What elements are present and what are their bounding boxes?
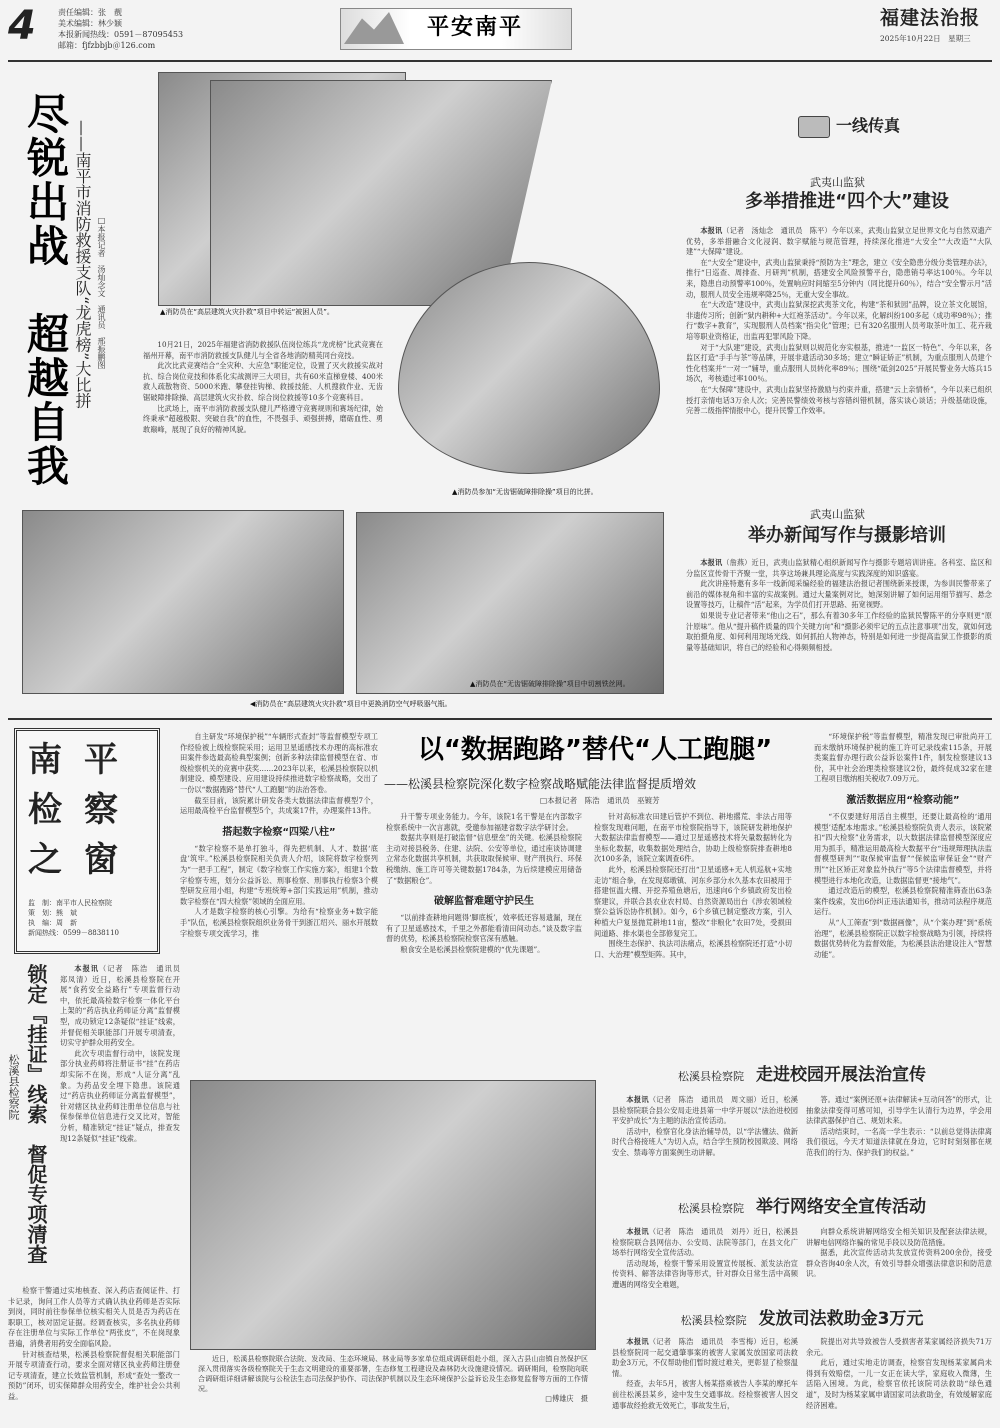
main-paragraph: 此外，松溪县检察院还打出“卫星遥感+无人机巡航+实地走访”组合拳，在发现郑墩镇、河东乡部分水久基本农田被用于搭建恒温大棚、开挖养殖鱼塘后，迅速向6个乡镇政府发出检察建议，并联合县农业农村局、自然资源局出台《涉农领域检察公益诉讼协作机制》。如今，6个乡镇已制定整改方案，引入种植大户复垦抛荒耕地11亩，整改“非粮化”农田7处，受损田间道路、排水渠也全部修复完工。	[594, 864, 792, 938]
box-credit: 监 制：南平市人民检察院	[28, 899, 112, 907]
main-paragraph: “不仅要建好用活自主模型，还要让最高检的‘通用模型’适配本地需求。”松溪县检察院负责人表示，该院紧扣“四大检察”业务需求，以大数据法律监督模型深度应用为抓手，精准运用最高检大数据平台“违规辩理执法监督模型研判”“取保候审监督”“保候监审保证金”“财产刑”“社区矫正对象监外执行”等5个法律监督模型，并将模型进行本地化改造，让数据监督更“接地气”。	[814, 811, 992, 885]
main-paragraph: 针对高标准农田建后管护不到位、耕地撂荒、非法占用等检察发现难问题，在南平市检察院指导下，该院研发耕地保护大数据法律监督模型——通过卫星遥感技术将矢量数据转化为坐标化数据，收集数据处理结合，协助上级检察院排查耕地8次100多条，该院立案调查6件。	[594, 812, 792, 864]
box-title-char: 检	[28, 790, 62, 830]
main-paragraph: 人才是数字检察的核心引擎。为给有“检察业务+数字能手”队伍，松溪县检察院组织业务骨干到浙江绍兴、丽水开展数字检察专项交流学习，推	[180, 907, 378, 938]
box-credits	[28, 898, 119, 938]
news-hotline: 本报新闻热线：0591－87095453	[58, 30, 184, 39]
express-lead: 本报讯	[700, 226, 723, 235]
article-paragraph: 此后，通过实地走访调查，检察官发现杨某家属尚未得到有效赔偿，一儿一女正在读大学，家庭收入微薄，生活陷入困境。为此，检察官依托该院司法救助“绿色通道”，及时为杨某家属申请国家司法救助金，有效缓解家庭经济困难。	[806, 1358, 992, 1410]
express-kicker-2: 武夷山监狱	[810, 508, 865, 521]
express-title-2: 举办新闻写作与摄影培训	[748, 525, 946, 546]
main-byline: □本报记者 陈浩 通讯员 巫镀芳	[540, 796, 660, 805]
left-story-text-lower	[8, 1286, 180, 1403]
section-divider	[8, 718, 992, 720]
express-paragraph: 在“大保障”建设中，武夷山监狱坚持激励与约束并重，搭建“云上亲情桥”，今年以来已组织授打亲情电话3万余人次；完善民警绩效考核与容错纠错机制，落实谈心谈话；升级基础设施，完善二级指挥情报中心，提升民警工作效率。	[686, 384, 992, 416]
express-fax-icon	[798, 116, 830, 138]
article-paragraph: 本报讯（记者 陈浩 通讯员 李雪梅）近日，松溪县检察院同一起交通肇事案的被害人家属发放国家司法救助金3万元，不仅帮助他们暂时渡过难关，更彰显了检察温情。	[612, 1337, 798, 1378]
feature-caption-1: ▲消防员在“高层建筑火灾扑救”项目中转运“被困人员”。	[160, 308, 334, 316]
main-subhead: 激活数据应用“检察动能”	[846, 794, 960, 806]
express-paragraph: 对于“大队建”建设，武夷山监狱则以规范化夯实根基，推进“一监区一特色”、今年以来，各监区打造“手手与茶”等品牌，开展非遗活动30多场；建立“瞬证矫正”机制，为重点服刑人员建个性化档案并“一对一”辅导，重点服刑人员转化率89％；围绕“砥剑2025”开展民警业务大练兵15场次，考核通过率100％。	[686, 342, 992, 384]
left-story-kicker: 松溪县检察院	[7, 1054, 20, 1120]
main-col-4	[814, 732, 992, 960]
article-paragraph: 活动结束时，一名高一学生表示：“以前总觉得法律离我们很远，今天才知道法律就在身边，它时时刻刻都在规范我们的行为、保护我们的权益。”	[806, 1126, 992, 1157]
left-story-paragraph: 此次专项监督行动中，该院发现部分执业药师将注册证书“挂”在药店却实际不在岗，形成“人证分离”乱象。为药品安全埋下隐患。该院通过“药店执业药师证分离监督模型”，针对辖区执业药师注册单位信息与社保参保单位信息进行交叉比对，智能分析，精准锁定“挂证”疑点，排查发现12条疑似“挂证”线索。	[60, 1048, 180, 1143]
section-title: 平安南平	[426, 15, 523, 40]
main-paragraph: 围绕生态保护、执法司法痛点，松溪县检察院还打造“小切口、大治理”模型矩阵。其中，	[594, 939, 792, 959]
feature-photo-wire	[356, 512, 664, 694]
photo-caption	[198, 1354, 588, 1405]
feature-caption-3: ◀消防员在“高层建筑火灾扑救”项目中更换消防空气呼吸器气瓶。	[250, 700, 452, 708]
article-paragraph: 据悉，此次宣传活动共发放宣传资料200余份，接受群众咨询40余人次，有效引导群众增强法律意识和防范意识。	[806, 1248, 992, 1279]
main-paragraph: 截至目前，该院累计研发各类大数据法律监督模型7个，运用最高检平台监督模型5个，共成案17件，办理案件13件。	[180, 795, 378, 816]
page-number: 4	[8, 3, 36, 49]
feature-caption-4: ▲消防员在“无齿锯破障排除操”项目中切割铁丝网。	[470, 680, 630, 688]
box-title-char: 察	[84, 790, 118, 830]
left-story-text	[60, 964, 188, 1144]
editor-credit: 责任编辑：张 靓	[58, 8, 122, 17]
article-kicker: 松溪县检察院	[680, 1314, 747, 1327]
article-title: 举行网络安全宣传活动	[756, 1197, 926, 1217]
article-paragraph: 院提出对共导致被告人受损害者某家属经济损失71万余元。	[806, 1337, 992, 1357]
feature-paragraph: 10月21日，2025年福建省消防救援队伍岗位练兵“龙虎榜”比武竞赛在福州开幕，南平市消防救援支队健儿与全省各地消防精英同台竞技。	[143, 340, 383, 360]
article-network	[612, 1192, 992, 1291]
issue-date: 2025年10月22日 星期三	[880, 34, 971, 43]
art-editor-credit: 美术编辑：林少颖	[58, 19, 122, 28]
left-story-paragraph: 针对核查结果，松溪县检察院督促相关职能部门开展专项清查行动，要求全面对辖区执业药师注册登记专项清查，建立长效监管机制，形成“查处一整改一预防”闭环，切实保障群众用药安全，维护社会公共利益。	[8, 1349, 180, 1401]
left-story-paragraph: 检察干警通过实地核查、深入药店查阅证件、打卡记录，询问工作人员等方式确认执业药师是否实际到岗，同时前往参保单位核实相关人员是否为药店在职职工，核对固定证据。经调查核实，多名执业药师存在注册单位与实际工作单位“两张皮”，不在岗现象普遍，消费者用药安全面临风险。	[8, 1286, 180, 1348]
masthead-info	[58, 7, 183, 51]
feature-headline: 尽锐出战 超越自我	[21, 92, 70, 488]
article-paragraph: 活动中，检察官化身法治辅导员，以“学法懂法、做新时代合格接班人”为切入点，结合学生预防校园欺凌、网络安全、禁毒等方面案例生动讲解。	[612, 1126, 798, 1157]
left-story-title: 锁定『挂证』线索 督促专项清查	[24, 964, 48, 1264]
main-paragraph: “以前排查耕地问题得‘脚底板’，效率低还容易遗漏，现在有了卫星遥感技术，千里之外都能看清田间动态。”谈及数字监督的优势，松溪县检察院检察官深有感触。	[386, 913, 582, 944]
investigation-photo	[190, 1080, 596, 1350]
article-paragraph: 本报讯（记者 陈浩 通讯员 周文丽）近日，松溪县检察院联合县公安局走进县第一中学开展以“法治进校园 平安护成长”为主题的法治宣传活动。	[612, 1095, 806, 1126]
article-kicker: 松溪县检察院	[678, 1070, 744, 1083]
article-relief	[612, 1304, 992, 1427]
express-paragraph: 本报讯（记者 汤灿念 通讯员 陈平）今年以来，武夷山监狱立足世界文化与自然双遗产优势，多举措融合文化浸润、数字赋能与规范管理，持续深化推进“大安全”“大改造”“大队建”“大保障”建设。	[686, 226, 992, 257]
main-paragraph: 从“人工筛查”到“数据画像”，从“个案办理”到“系统治理”，松溪县检察院正以数字检察战略为引领，持续将数据优势转化为监督效能，为松溪县法治建设注入“智慧动能”。	[814, 917, 992, 959]
box-title-char: 南	[28, 740, 62, 780]
main-headline: 以“数据跑路”替代“人工跑腿”	[417, 735, 773, 765]
express-text-2	[686, 558, 992, 653]
box-title-char: 窗	[84, 840, 118, 880]
main-paragraph: 数据共享则是打破监督“信息壁垒”的关键。松溪县检察院主动对接县税务、住建、法院、公安等单位，通过座谈协调建立常态化数据共享机制，共获取取保候审、财产刑执行、环保税缴纳、施工许可等关键数据1784条，为后续建模应用储备了“数据粮仓”。	[386, 833, 582, 885]
express-kicker-1: 武夷山监狱	[810, 176, 865, 189]
main-paragraph: “环境保护税”等监督模型，精准发现已审批尚开工而未缴纳环境保护税的施工许可记录线索115条，开展类案监督办理行政公益诉讼案件1件，制发检察建议13份，其中社会治理类检察建议2份，最终促成32家在建工程项目缴纳相关税收7.09万元。	[814, 732, 992, 784]
box-credit: 新闻热线：0599－8838110	[28, 929, 119, 937]
express-title-1: 多举措推进“四个大”建设	[745, 191, 949, 212]
express-paragraph: 在“大改造”建设中，武夷山监狱深挖武夷茶文化，构建“茶和狱园”品牌，设立茶文化展馆，非遗传习所；创新“狱内耕种+大红袍茶活动”。今年以来，化解纠纷100多起（成功率98％）；推行“数字+教育”，实现服刑人员档案“指尖化”管理；已有320名服刑人员考取茶叶加工、花卉栽培等职业资格证，出监再犯罪风险下降。	[686, 300, 992, 341]
main-subtitle: ——松溪县检察院深化数字检察战略赋能法律监督提质增效	[384, 777, 697, 791]
article-paragraph: 答。通过“案例还原+法律解读+互动问答”的形式，让抽象法律变得可感可知，引导学生认清行为边界，学会用法律武器保护自己、规划未来。	[806, 1095, 992, 1126]
feature-byline: □本报记者 汤灿念文 通讯员 邢振鹏图	[97, 216, 106, 369]
photo-credit: □傅雄庆 摄	[545, 1394, 588, 1403]
feature-paragraph: 此次比武竞赛结合“全灾种、大应急”职能定位，设置了灭火救援实战对抗、综合岗位竞技和体系化实战测评三大项目，共有60米直梯登楼、400米救人疏散物资、5000米跑、攀登挂钩梯、救援技能、人机搜救作业、无齿锯破障排除操、高层建筑火灾扑救、综合岗位救援等10多个竞赛科目。	[143, 361, 383, 402]
express-paragraph: 本报讯（詹燕）近日，武夷山监狱精心组织新闻写作与摄影专题培训讲座。各科室、监区和分监区宣传骨干齐聚一堂，共享这场兼具理论高度与实践深度的知识盛宴。	[686, 558, 992, 578]
main-col-2	[386, 812, 582, 956]
express-paragraph: 此次讲座特邀有多年一线新闻采编经验的福建法治报记者围绕新来授课，为参训民警带来了前沿的媒体视角和丰富的实战案例。通过大量案例对比，她深刻讲解了如何运用细节描写、悬念设置等技巧，让稿件“活”起来，为学员们打开思路、拓宽视野。	[686, 579, 992, 610]
masthead-rule	[8, 60, 992, 62]
left-story-paragraph: 本报讯（记者 陈浩 通讯员 郑凤清）近日，松溪县检察院在开展“食药安全益路行”专项监督行动中，依托最高检数字检察一体化平台上架的“药店执业药师证分离”监督模型，成功锁定12条疑似“挂证”线索，并督促相关职能部门开展专项清查，切实守护群众用药安全。	[60, 964, 188, 1048]
photo-caption-text: 近日，松溪县检察院联合法院、发改局、生态环境局、林业局等多家单位组成调研组赴小组，深入古县山亩镇自然保护区深入贯彻落实各级检察院关于生态文明建设的重要部署，生态修复工程建设及森林防火设施建设情况。调研期间，检察院向联合调研组详细讲解该院与公检法生态司法保护协作、司法保护机制以及生态环境保护公益诉讼及生态修复监督等方面的工作情况。	[198, 1355, 588, 1393]
paper-logo: 福建法治报	[880, 7, 981, 29]
main-paragraph: 粮食安全是松溪县检察院建模的“优先课题”。	[400, 944, 545, 954]
feature-photo-cylinder	[22, 510, 344, 694]
main-paragraph: 升干警专项业务能力。今年，该院1名干警是在内部数字检察系统中一次言惠就，受邀参加福建省数字法学研讨会。	[386, 812, 582, 832]
main-paragraph: 自主研发“环境保护税”“车辆形式查封”等监督模型专项工作经验被上级检察院采用；运用卫星遥感技术办理的高标准农田案件参选最高检典型案例；创新多种法律监督模型在省、市级检察机关的竞赛中获奖……2023年以来，松溪县检察院以机制建设、模型建设、应用建设持续推进数字检察战略，交出了一份以“数据跑路”替代“人工跑腿”的法治答卷。	[180, 732, 378, 794]
article-paragraph: 本报讯（记者 陈浩 通讯员 刘丹）近日，松溪县检察院联合县网信办、公安局、法院等部门，在县文化广场举行网络安全宣传活动。	[612, 1227, 798, 1258]
feature-paragraph: 比武场上，南平市消防救援支队健儿严格遵守竞赛规则和赛场纪律，始终秉承“超越极限、突破自我”的血性，不畏强手、顽强拼搏，磨砺血性、勇敢巅峰，展现了良好的精神风貌。	[143, 403, 383, 434]
article-paragraph: 向群众系统讲解网络安全相关知识及配套法律法规，讲解电信网络诈骗的常见手段以及防范措施。	[806, 1227, 992, 1247]
article-paragraph: 活动现场，检察干警采用设置宣传展板、派发法治宣传资料、解答法律咨询等形式，针对群众日常生活中高频遭遇的网络安全难题，	[612, 1258, 798, 1289]
box-title-char: 平	[84, 740, 118, 780]
main-paragraph: “数字检察不是单打独斗，得先把机制、人才、数据‘底盘’筑牢。”松溪县检察院相关负责人介绍，该院将数字检察列为“一把手工程”，制定《数字检察工作实施方案》，组建1个数字检察专班，划分公益诉讼、刑事检察、刑事执行检察3个模型研发应用小组，构建“专班统筹+部门实践运用”机制，推动数字检察在“四大检察”领域的全面应用。	[180, 843, 378, 906]
article-title: 走进校园开展法治宣传	[756, 1065, 926, 1085]
article-title: 发放司法救助金3万元	[758, 1309, 924, 1329]
article-kicker: 松溪县检察院	[678, 1202, 744, 1215]
main-subhead: 破解监督难题守护民生	[434, 896, 534, 908]
express-label: 一线传真	[836, 116, 901, 135]
express-paragraph: 如果说专业记者带来“他山之石”，那么有着30多年工作经验的监狱民警陈平的分享则更“原汁原味”。他从“提升稿件质量的四个关键方向”和“摄影必须牢记的五点注意事项”出发，就如何选取拍摄角度、如何利用现场光线、如何抓拍人物神态，特别是如何进一步提高监狱工作摄影的质量等基础知识，将自己的经验和心得频频相授。	[686, 610, 992, 652]
feature-subheadline: ——南平市消防救援支队“龙虎榜”大比拼	[73, 120, 92, 409]
main-col-1	[180, 732, 378, 939]
box-credit: 策 划：熊 斌	[28, 909, 77, 917]
feature-text	[143, 340, 383, 435]
article-school	[612, 1060, 992, 1159]
main-paragraph: 通过改造后的模型，松溪县检察院精准筛查出63条案件线索，发出6份纠正违法通知书，推动司法程序规范运行。	[814, 886, 992, 917]
feature-caption-2: ▲消防员参加“无齿锯破障排除操”项目的比拼。	[452, 488, 598, 496]
express-paragraph: 在“大安全”建设中，武夷山监狱秉持“预防为主”理念，建立《安全隐患分级分类管理办法》，推行“日巡查、周排查、月研判”机制，搭建安全风险预警平台，隐患销号率达100％。今年以来，隐患自动预警率100％，处置响应时间缩至5分钟内（同比提升60％），结合“安全警示月”活动，服刑人员安全违规率降25％，无重大安全事故。	[686, 257, 992, 299]
box-credit: 执 编：周 新	[28, 919, 77, 927]
email: 邮箱：fjfzbbjb＠126.com	[58, 41, 156, 50]
express-text-1	[686, 226, 992, 417]
box-title-char: 之	[28, 840, 62, 880]
main-subhead: 搭起数字检察“四梁八柱”	[222, 826, 336, 838]
main-col-3	[594, 812, 792, 960]
article-paragraph: 经查，去年5月，被害人杨某搭乘被告人李某的摩托车前往松溪县某乡，途中发生交通事故。经检察被害人因交通事故经抢救无效死亡，事故发生后，	[612, 1379, 798, 1410]
